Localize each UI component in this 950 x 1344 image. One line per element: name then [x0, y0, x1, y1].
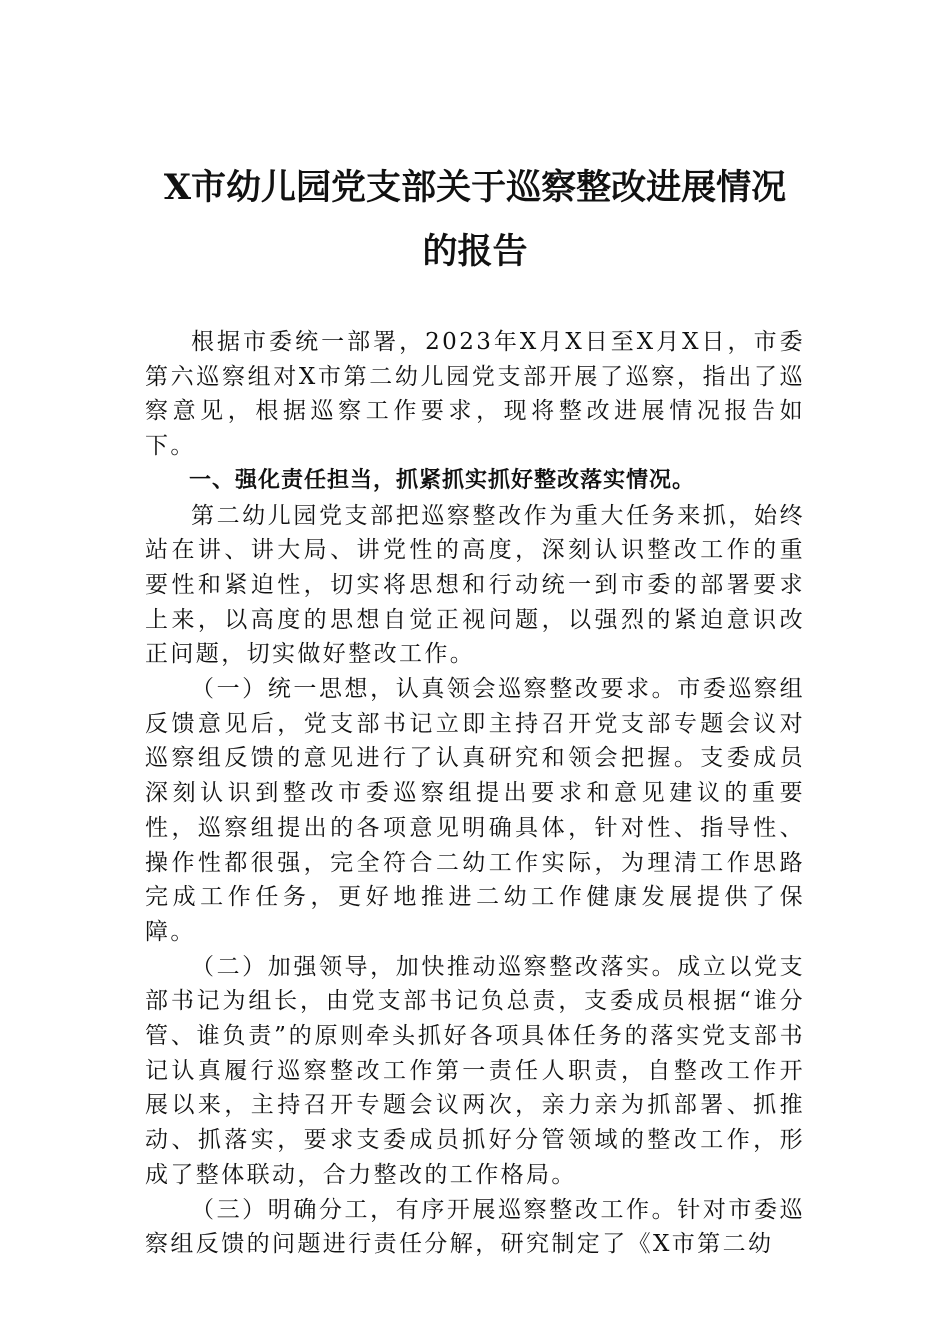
section-heading-1: 一、强化责任担当，抓紧抓实抓好整改落实情况。 — [189, 467, 696, 493]
title-line-2: 的报告 — [422, 231, 528, 272]
document-body — [145, 325, 805, 1262]
paragraph-item-2: （二）加强领导，加快推动巡察整改落实。成立以党支部书记为组长，由党支部书记负总责，支委成员根据“谁分管、谁负责”的原则牵头抓好各项具体任务的落实党支部书记认真履行巡察整改工作第一责任人职责，自整改工作开展以来，主持召开专题会议两次，亲力亲为抓部署、抓推动、抓落实，要求支委成员抓好分管领域的整改工作，形成了整体联动，合力整改的工作格局。 — [145, 953, 805, 1188]
document-title — [145, 156, 805, 284]
paragraph-section-1: 第二幼儿园党支部把巡察整改作为重大任务来抓，始终站在讲、讲大局、讲党性的高度，深刻认识整改工作的重要性和紧迫性，切实将思想和行动统一到市委的部署要求上来，以高度的思想自觉正视问题，以强烈的紧迫意识改正问题，切实做好整改工作。 — [145, 502, 805, 668]
title-line-1: X市幼儿园党支部关于巡察整改进展情况 — [163, 167, 787, 208]
paragraph-intro: 根据市委统一部署，2023年X月X日至X月X日，市委第六巡察组对X市第二幼儿园党支部开展了巡察，指出了巡察意见，根据巡察工作要求，现将整改进展情况报告如下。 — [145, 329, 805, 460]
paragraph-item-3: （三）明确分工，有序开展巡察整改工作。针对市委巡察组反馈的问题进行责任分解，研究制定了《X市第二幼 — [145, 1196, 805, 1258]
paragraph-item-1: （一）统一思想，认真领会巡察整改要求。市委巡察组反馈意见后，党支部书记立即主持召开党支部专题会议对巡察组反馈的意见进行了认真研究和领会把握。支委成员深刻认识到整改市委巡察组提出要求和意见建议的重要性，巡察组提出的各项意见明确具体，针对性、指导性、操作性都很强，完全符合二幼工作实际，为理清工作思路完成工作任务，更好地推进二幼工作健康发展提供了保障。 — [145, 676, 805, 945]
